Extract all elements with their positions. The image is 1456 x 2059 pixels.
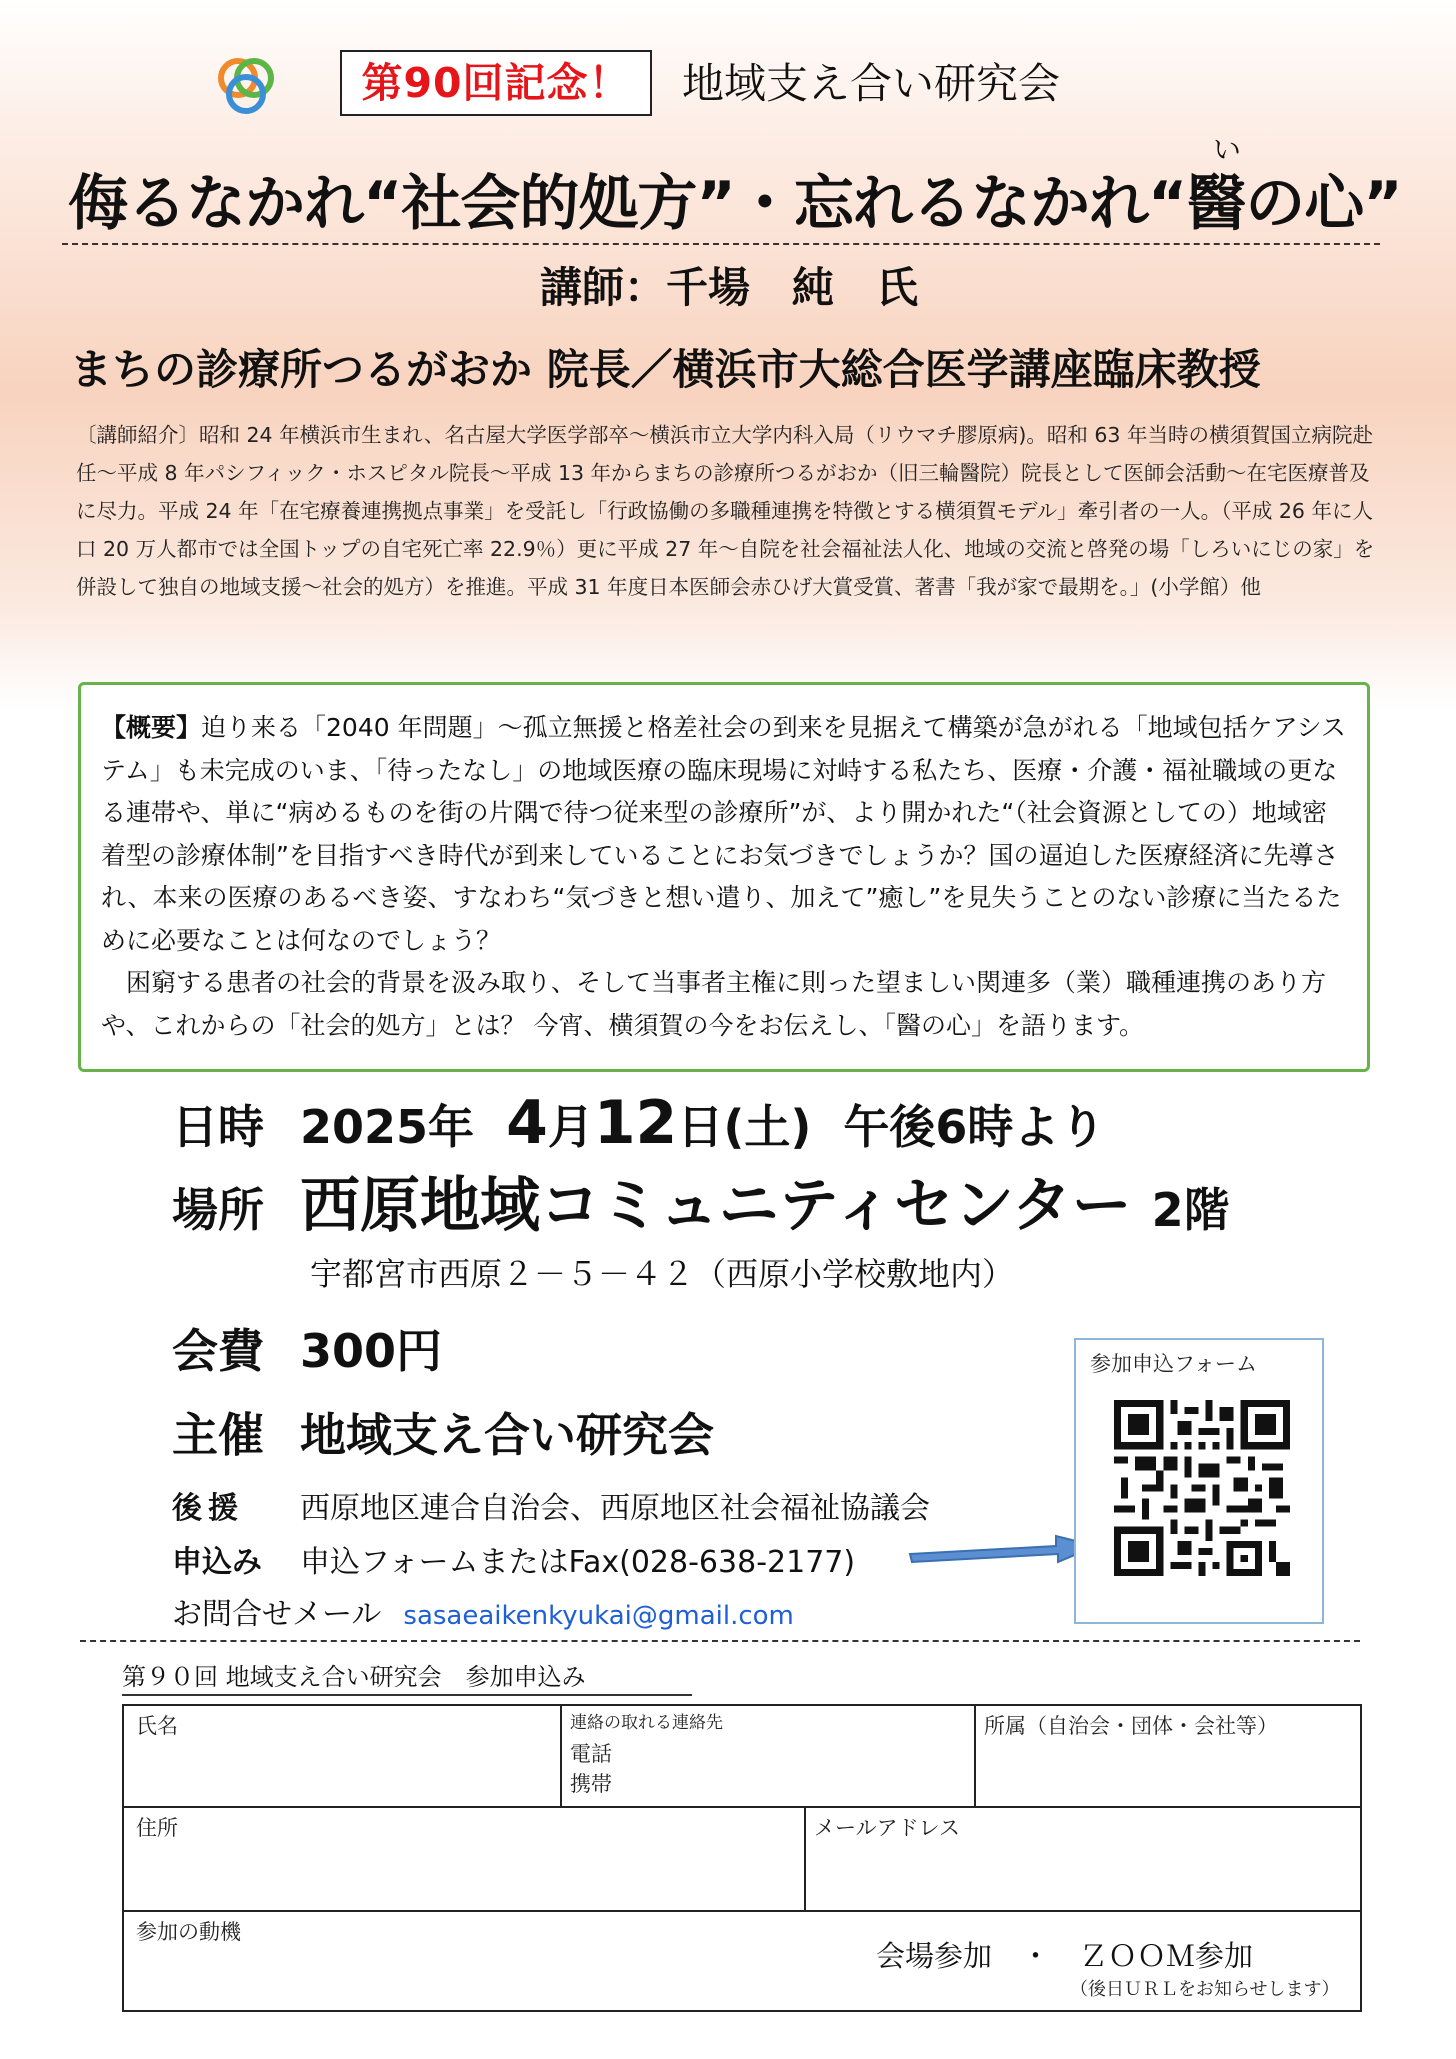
event-host-row xyxy=(172,1402,714,1468)
cut-line xyxy=(80,1640,1360,1642)
venue-name: 西原地域コミュニティセンター xyxy=(300,1171,1132,1241)
event-sponsor-row xyxy=(172,1484,930,1534)
host-label: 主催 xyxy=(172,1408,264,1462)
date-month-unit: 月 xyxy=(547,1100,594,1154)
lecturer-affiliation: まちの診療所つるがおか 院長／横浜市大総合医学講座臨床教授 xyxy=(70,345,1261,394)
form-title: 第９０回 地域支え合い研究会 参加申込み xyxy=(122,1663,586,1691)
date-time: 午後6時より xyxy=(843,1100,1106,1154)
title-divider xyxy=(62,243,1380,245)
application-form-table xyxy=(122,1704,1362,2012)
date-day: 12 xyxy=(593,1088,678,1158)
date-day-unit: 日 xyxy=(677,1100,724,1154)
qr-label: 参加申込フォーム xyxy=(1090,1352,1257,1376)
summary-text-1: 迫り来る「2040 年問題」～孤立無援と格差社会の到来を見据えて構築が急がれる「地域包括ケアシステム」も未完成のいま、「待ったなし」の地域医療の臨床現場に対峙する私たち、医療・介護・福祉職域の更なる連帯や、単に“病めるものを街の片隅で待つ従来型の診療所”が、より開かれた“（社会資源としての）地域密着型の診療体制”を目指すべき時代が到来していることにお気づきでしょうか？国の逼迫した医療経済に先導され、本来の医療のあるべき姿、すなわち“気づきと想い遣り、加えて”癒し”を見失うことのない診療に当たるために必要なことは何なのでしょう？ xyxy=(101,713,1346,955)
event-fee-row xyxy=(172,1318,442,1384)
sponsor-label: 後援 xyxy=(172,1491,244,1526)
summary-heading: 【概要】 xyxy=(101,713,202,742)
anniversary-badge: 第90回記念！ xyxy=(340,50,652,116)
form-motive-field[interactable]: 参加の動機 xyxy=(136,1920,241,1944)
form-col-divider-1 xyxy=(560,1706,562,1806)
title-furigana: い xyxy=(1213,133,1242,166)
qr-code-icon[interactable] xyxy=(1114,1400,1290,1576)
form-contact-header: 連絡の取れる連絡先 xyxy=(570,1713,723,1733)
form-email-field[interactable]: メールアドレス xyxy=(814,1816,960,1840)
form-address-field[interactable]: 住所 xyxy=(136,1816,178,1840)
form-attendance-options[interactable]: 会場参加 ・ ＺＯＯＭ参加 xyxy=(876,1939,1254,1973)
date-weekday: (土) xyxy=(723,1100,812,1154)
host-value: 地域支え合い研究会 xyxy=(300,1408,714,1462)
form-col-divider-2 xyxy=(974,1706,976,1806)
contact-row xyxy=(172,1590,794,1641)
apply-label: 申込み xyxy=(172,1545,262,1580)
date-label: 日時 xyxy=(172,1100,264,1154)
venue-label: 場所 xyxy=(172,1183,264,1237)
form-name-field[interactable]: 氏名 xyxy=(136,1714,178,1738)
contact-label: お問合せメール xyxy=(172,1597,382,1632)
qr-panel xyxy=(1074,1338,1324,1624)
three-rings-logo-icon xyxy=(212,52,280,120)
form-row-divider-2 xyxy=(124,1910,1360,1912)
right-arrow-icon xyxy=(906,1524,1100,1570)
venue-floor: 2階 xyxy=(1151,1183,1230,1237)
fee-value: 300円 xyxy=(300,1324,443,1378)
form-attendance-note: （後日ＵＲＬをお知らせします） xyxy=(1070,1979,1340,2000)
form-row-divider-1 xyxy=(124,1806,1360,1808)
date-month: 4 xyxy=(506,1088,548,1158)
event-apply-row xyxy=(172,1538,855,1588)
event-venue-row xyxy=(172,1170,1230,1246)
form-phone-field[interactable]: 電話 xyxy=(570,1742,612,1766)
form-affiliation-field[interactable]: 所属（自治会・団体・会社等） xyxy=(984,1714,1278,1738)
event-date-row xyxy=(172,1090,1105,1160)
form-col-divider-3 xyxy=(804,1806,806,1910)
fee-label: 会費 xyxy=(172,1324,264,1378)
sponsor-value: 西原地区連合自治会、西原地区社会福祉協議会 xyxy=(300,1491,930,1526)
lecturer-bio: 〔講師紹介〕昭和 24 年横浜市生まれ、名古屋大学医学部卒～横浜市立大学内科入局（リウマチ膠原病)。昭和 63 年当時の横須賀国立病院赴任～平成 8 年パシフィック・ホスピタル院長～平成 13 年からまちの診療所つるがおか（旧三輪醫院）院長として医師会活動～在宅医療普及に尽力。平成 24 年「在宅療養連携拠点事業」を受託し「行政協働の多職種連携を特徴とする横須賀モデル」牽引者の一人。（平成 26 年に人口 20 万人都市では全国トップの自宅死亡率 22.9％）更に平成 27 年～自院を社会福祉法人化、地域の交流と啓発の場「しろいにじの家」を併設して独自の地域支援～社会的処方）を推進。平成 31 年度日本医師会赤ひげ大賞受賞、著書「我が家で最期を。」(小学館）他 xyxy=(76,423,1375,599)
contact-email-link[interactable]: sasaeaikenkyukai@gmail.com xyxy=(403,1601,794,1631)
form-mobile-field[interactable]: 携帯 xyxy=(570,1772,612,1796)
date-year: 2025年 xyxy=(300,1100,475,1154)
summary-paragraph-2: 困窮する患者の社会的背景を汲み取り、そして当事者主権に則った望ましい関連多（業）職種連携のあり方や、これからの「社会的処方」とは？ 今宵、横須賀の今をお伝えし、「醫の心」を語ります。 xyxy=(101,968,1327,1040)
page-title: 侮るなかれ“社会的処方”・忘れるなかれ“醫の心” xyxy=(68,169,1402,239)
lecturer-name: 講師：千場 純 氏 xyxy=(540,263,919,312)
venue-address: 宇都宮市西原２－５－４２（西原小学校敷地内） xyxy=(310,1255,1015,1293)
summary-paragraph-1 xyxy=(101,707,1347,962)
summary-box xyxy=(78,682,1370,1072)
form-title-underline xyxy=(122,1694,692,1696)
organization-name: 地域支え合い研究会 xyxy=(682,59,1061,108)
apply-value: 申込フォームまたはFax(028-638-2177) xyxy=(300,1545,856,1580)
